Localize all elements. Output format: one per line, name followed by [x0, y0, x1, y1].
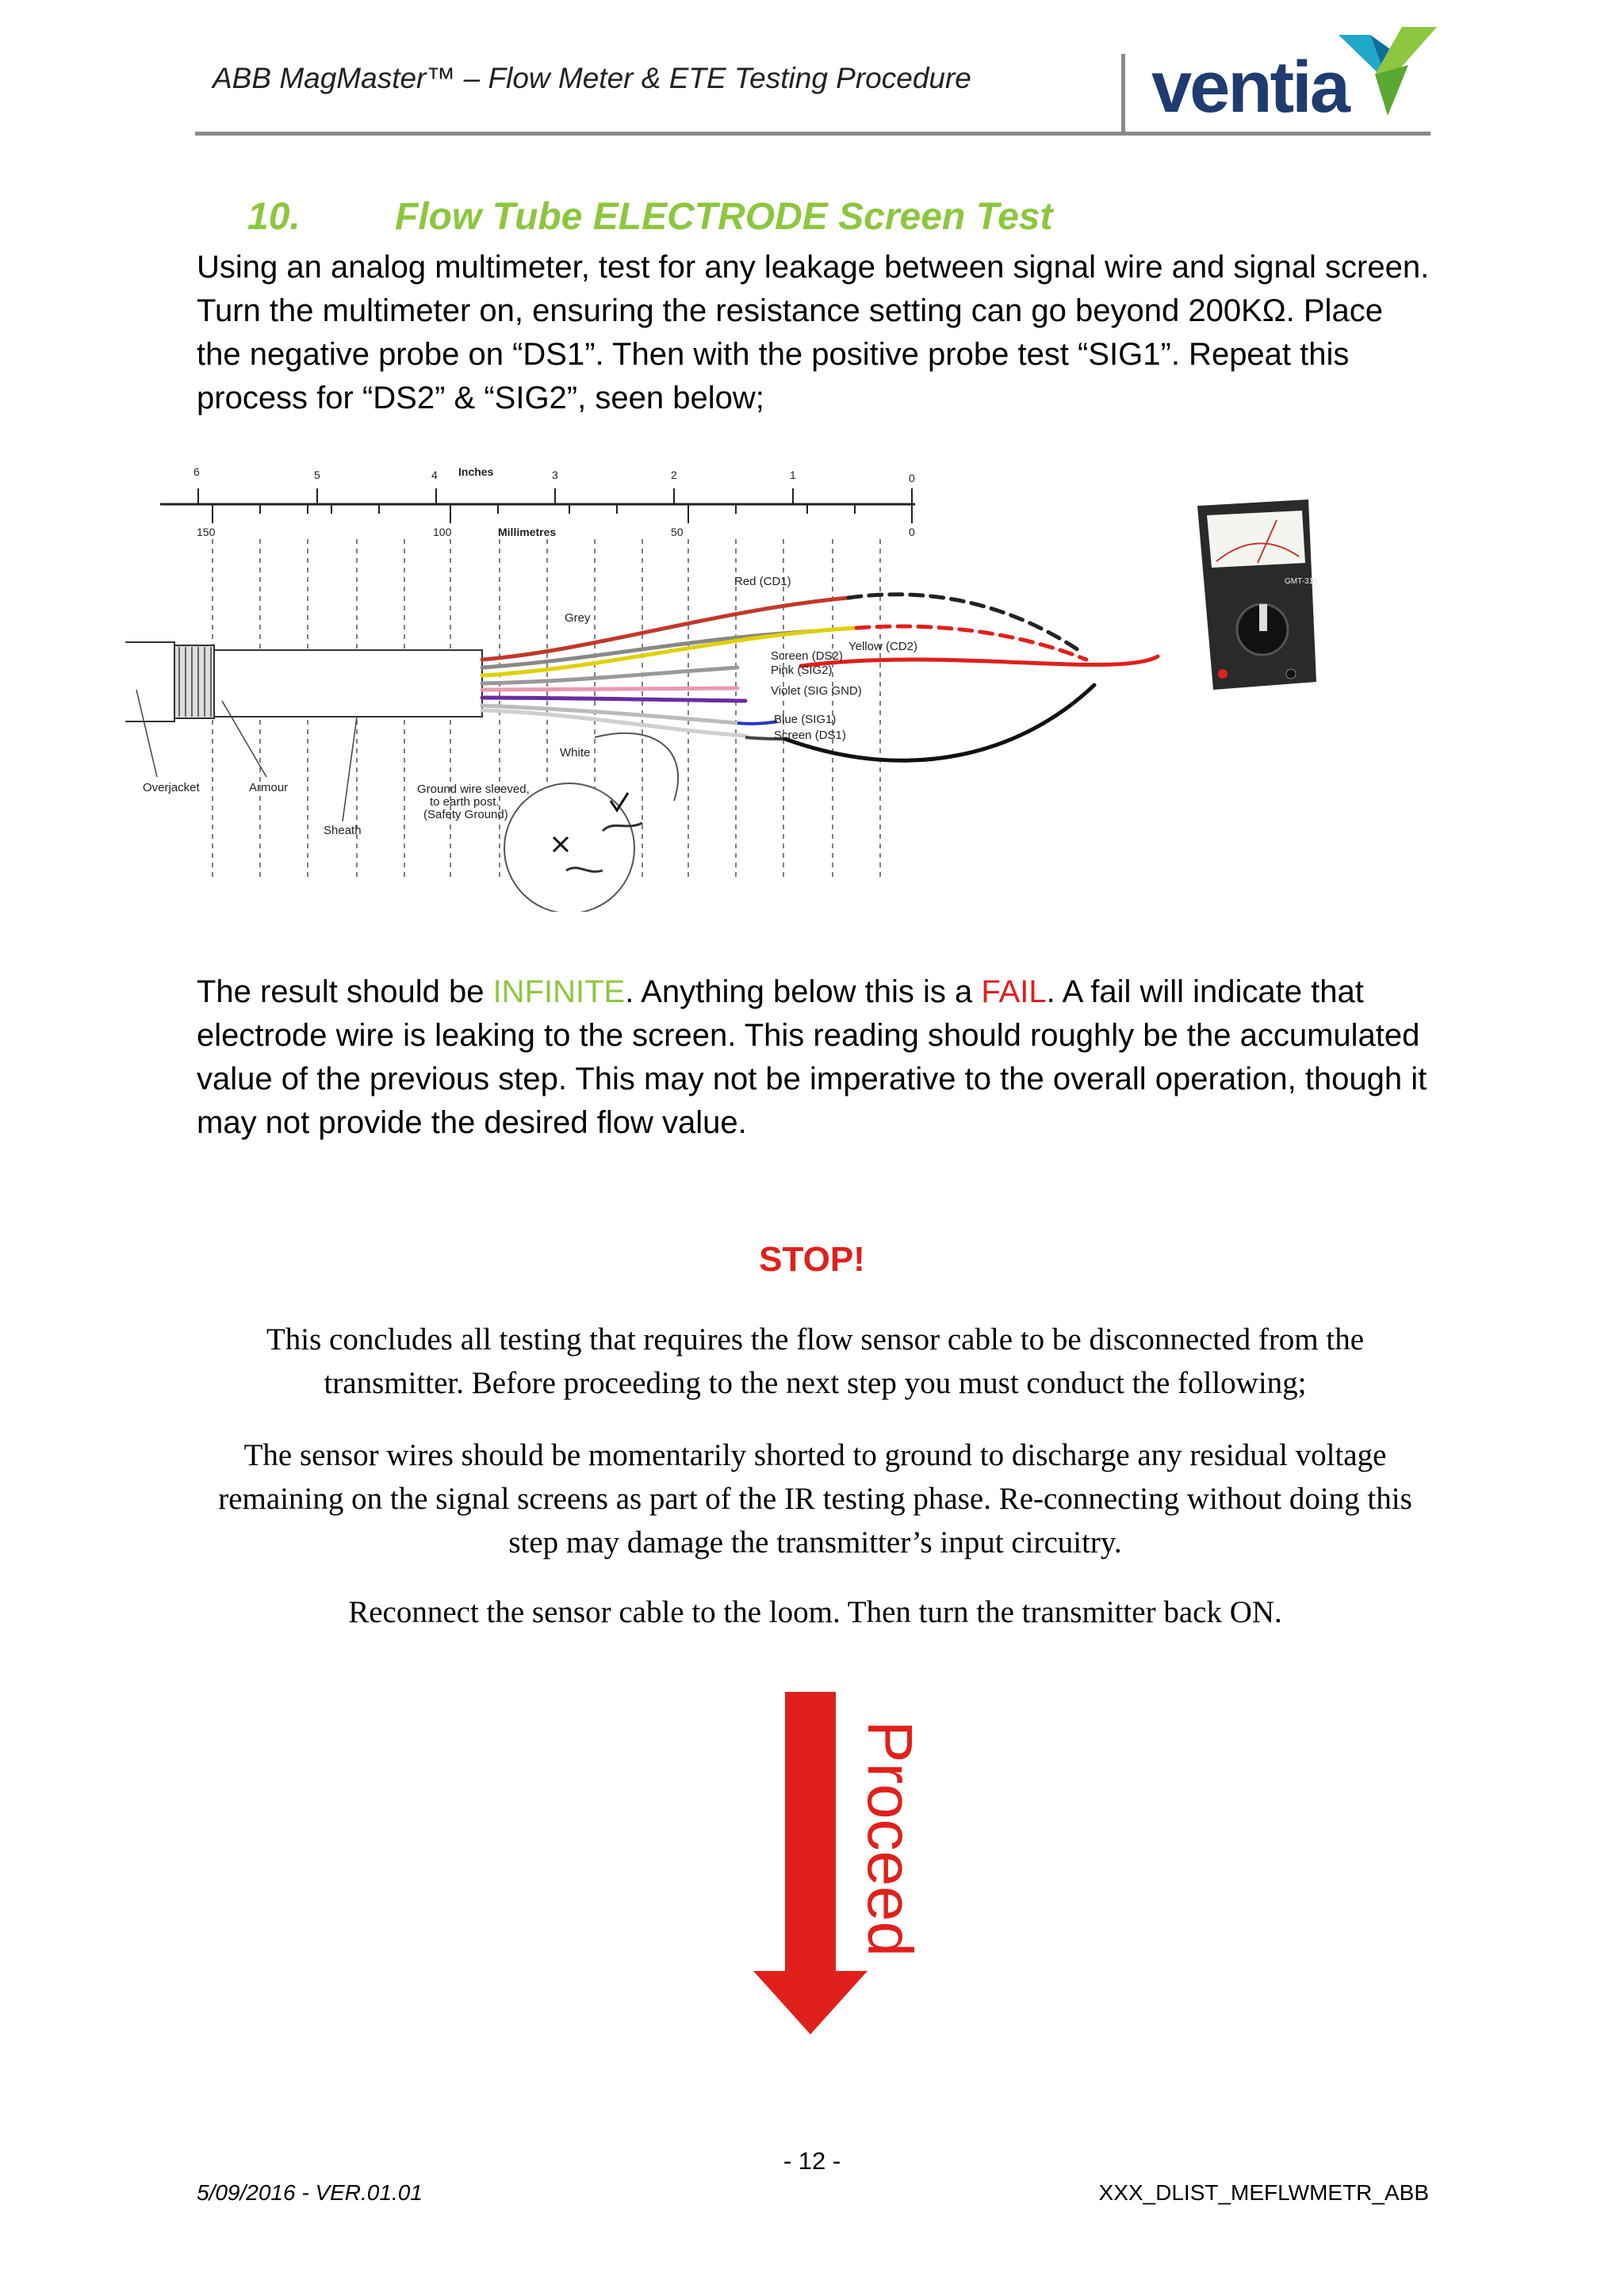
label-blue: Blue (SIG1) — [774, 713, 837, 726]
result-paragraph — [197, 970, 1434, 1145]
label-ground-1: Ground wire sleeved, — [417, 783, 530, 796]
header-separator — [1121, 54, 1125, 133]
label-pink: Pink (SIG2) — [771, 664, 833, 677]
inch-tick: 5 — [314, 469, 320, 481]
inch-tick: 2 — [671, 469, 677, 481]
ventia-logo — [1151, 27, 1437, 130]
label-ground-3: (Safety Ground) — [423, 808, 508, 821]
inch-tick: 6 — [193, 465, 200, 478]
label-armour: Armour — [249, 781, 289, 794]
section-number: 10. — [247, 196, 301, 238]
analog-multimeter — [1197, 499, 1318, 690]
mm-tick: 0 — [909, 526, 915, 538]
label-yellow: Yellow (CD2) — [848, 640, 917, 653]
mm-tick: 150 — [197, 526, 216, 538]
meter-model: GMT-318 — [1285, 577, 1318, 586]
result-mid: . Anything below this is a — [625, 974, 982, 1009]
footer-date-version: 5/09/2016 - VER.01.01 — [197, 2180, 423, 2205]
inch-label: Inches — [458, 465, 494, 478]
result-infinite: INFINITE — [492, 974, 626, 1009]
result-pre: The result should be — [197, 974, 493, 1009]
label-red: Red (CD1) — [734, 575, 791, 588]
header-rule — [195, 132, 1431, 136]
footer-doc-code: XXX_DLIST_MEFLWMETR_ABB — [1098, 2180, 1429, 2205]
logo-check-icon — [1339, 27, 1437, 122]
inch-tick: 3 — [552, 469, 558, 481]
page-number: - 12 - — [783, 2147, 841, 2175]
cable-body — [125, 642, 482, 721]
stop-paragraph-2: The sensor wires should be momentarily shorted to ground to discharge any residual voltage remaining on the signal screens as part of the IR testing phase. Re-connecting without doing this step may damage the transmitter’s input circuitry. — [218, 1438, 1412, 1559]
proceed-arrow-icon — [753, 1692, 868, 2034]
label-screen-ds1: Screen (DS1) — [774, 729, 846, 742]
label-overjacket: Overjacket — [143, 781, 200, 794]
mm-tick: 100 — [433, 526, 452, 538]
stop-paragraph-3: Reconnect the sensor cable to the loom. Then turn the transmitter back ON. — [348, 1595, 1282, 1629]
mm-label: Millimetres — [498, 526, 557, 538]
label-grey: Grey — [565, 611, 591, 625]
result-fail: FAIL — [981, 974, 1047, 1009]
stop-paragraph-1: This concludes all testing that requires the flow sensor cable to be disconnected from the transmitter. Before proceeding to the next step you must conduct the following; — [266, 1322, 1365, 1400]
stop-heading: STOP! — [759, 1240, 865, 1279]
label-violet: Violet (SIG GND) — [771, 684, 862, 698]
inch-tick: 1 — [790, 469, 796, 481]
cable-wiring-diagram — [119, 452, 1348, 912]
label-sheath: Sheath — [324, 824, 362, 837]
intro-paragraph: Using an analog multimeter, test for any leakage between signal wire and signal screen. Turn the multimeter on, ensuring the resistance setting can go beyond 200KΩ. Place the negative probe on “DS1”. Then with the positive probe test “SIG1”. Repeat this process for “DS2” & “SIG2”, seen below; — [197, 250, 1430, 415]
inch-tick: 0 — [909, 472, 915, 484]
section-title: Flow Tube ELECTRODE Screen Test — [395, 196, 1053, 238]
detail-inset — [504, 733, 678, 912]
label-ground-2: to earth post. — [430, 795, 500, 809]
label-white: White — [560, 746, 591, 760]
section-heading — [247, 195, 1052, 239]
label-screen-ds2: Screen (DS2) — [771, 649, 843, 663]
inch-tick: 4 — [431, 469, 438, 481]
mm-tick: 50 — [671, 526, 684, 538]
proceed-label: Proceed — [855, 1720, 925, 1957]
document-title: ABB MagMaster™ – Flow Meter & ETE Testing Procedure — [213, 62, 971, 94]
logo-wordmark: ventia — [1151, 47, 1348, 128]
result-post: . A fail will indicate that electrode wire is leaking to the screen. This reading should roughly be the accumulated value of the previous step. This may not be imperative to the overall operation, though it may not provide the desired flow value. — [197, 974, 1427, 1140]
